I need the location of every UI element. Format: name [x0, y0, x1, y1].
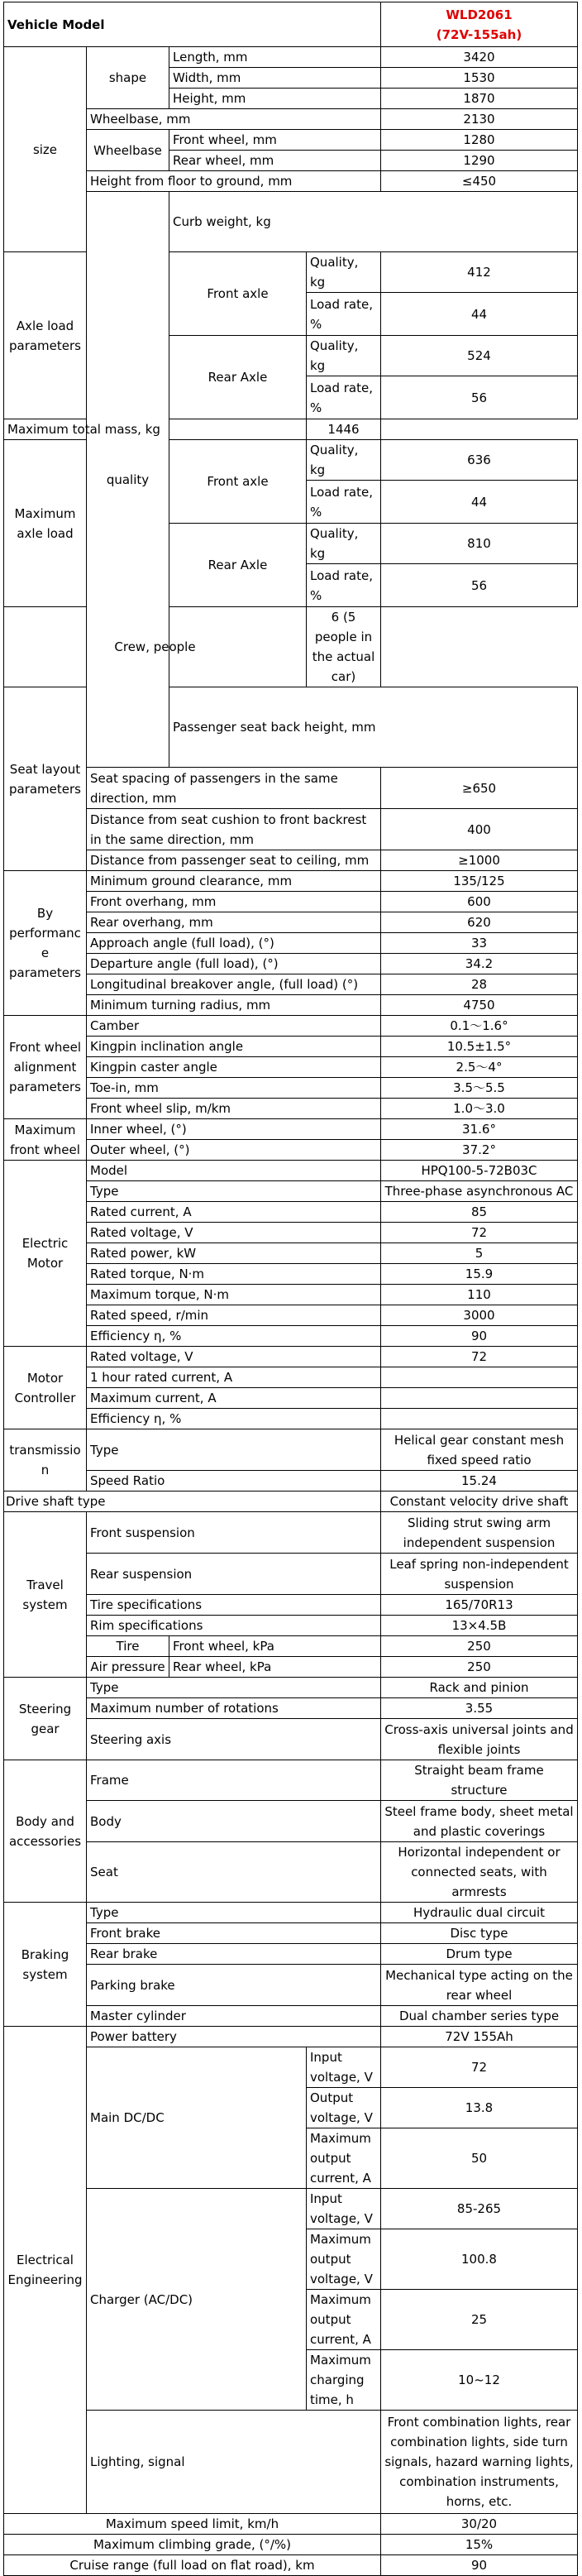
drive-shaft-value: Constant velocity drive shaft	[381, 1491, 578, 1512]
transmission-type-label: Type	[87, 1429, 381, 1471]
track-group: Wheelbase	[87, 130, 169, 171]
motor-max-torque-value: 110	[381, 1285, 578, 1305]
inner-wheel-label: Inner wheel, (°)	[87, 1119, 381, 1140]
camber-label: Camber	[87, 1016, 381, 1037]
wheelbase-value: 2130	[381, 109, 578, 130]
speed-ratio-label: Speed Ratio	[87, 1471, 381, 1491]
charger-label: Charger (AC/DC)	[87, 2189, 307, 2411]
charger-input-label: Input voltage, V	[307, 2189, 381, 2229]
cruise-range-value: 90	[381, 2555, 578, 2576]
braking-category: Braking system	[4, 1903, 87, 2027]
axle-rear-quality: 524	[381, 336, 578, 376]
dcdc-input-value: 72	[381, 2047, 578, 2088]
charger-time-value: 10~12	[381, 2350, 578, 2411]
charger-time-label: Maximum charging time, h	[307, 2350, 381, 2411]
kingpin-caster-value: 2.5～4°	[381, 1057, 578, 1078]
master-cylinder-label: Master cylinder	[87, 2006, 381, 2027]
seat-category: Seat layout parameters	[4, 687, 87, 871]
departure-label: Departure angle (full load), (°)	[87, 954, 381, 974]
max-axle-load-group: Maximum axle load	[4, 440, 87, 607]
max-rear-rate: 56	[381, 564, 578, 607]
frame-value: Straight beam frame structure	[381, 1760, 578, 1801]
load-rate-label: Load rate, %	[307, 376, 381, 419]
drive-shaft-label: Drive shaft type	[4, 1491, 381, 1512]
rotations-value: 3.55	[381, 1698, 578, 1719]
floor-height-value: ≤450	[381, 171, 578, 192]
height-label: Height, mm	[169, 89, 381, 109]
dcdc-input-label: Input voltage, V	[307, 2047, 381, 2088]
tire-spec-label: Tire specifications	[87, 1595, 381, 1616]
turning-value: 4750	[381, 995, 578, 1016]
motor-torque-label: Rated torque, N·m	[87, 1264, 381, 1285]
motor-type-value: Three-phase asynchronous AC	[381, 1181, 578, 1202]
ceiling-label: Distance from passenger seat to ceiling, mm	[87, 850, 381, 871]
motor-voltage-label: Rated voltage, V	[87, 1223, 381, 1243]
motor-efficiency-label: Efficiency η, %	[87, 1326, 381, 1347]
quality-kg-label: Quality, kg	[307, 336, 381, 376]
crew-value: 6 (5 people in the actual car)	[307, 607, 381, 687]
cruise-range-label: Cruise range (full load on flat road), km	[4, 2555, 381, 2576]
front-overhang-label: Front overhang, mm	[87, 892, 381, 912]
travel-category: Travel system	[4, 1512, 87, 1678]
motor-torque-value: 15.9	[381, 1264, 578, 1285]
motor-current-label: Rated current, A	[87, 1202, 381, 1223]
steering-type-value: Rack and pinion	[381, 1678, 578, 1698]
front-kpa-label: Front wheel, kPa	[169, 1636, 381, 1657]
motor-model-label: Model	[87, 1161, 381, 1181]
wheel-slip-value: 1.0～3.0	[381, 1099, 578, 1119]
rear-overhang-label: Rear overhang, mm	[87, 912, 381, 933]
frame-label: Frame	[87, 1760, 381, 1801]
motor-max-torque-label: Maximum torque, N·m	[87, 1285, 381, 1305]
max-rear-axle-label: Rear Axle	[169, 524, 307, 607]
rim-spec-value: 13×4.5B	[381, 1616, 578, 1636]
rear-wheel-value: 1290	[381, 151, 578, 171]
lighting-value: Front combination lights, rear combination lights, side turn signals, hazard warning lights, combination instruments, horns, etc.	[381, 2411, 578, 2514]
charger-current-value: 25	[381, 2290, 578, 2350]
dcdc-label: Main DC/DC	[87, 2047, 307, 2189]
rear-suspension-value: Leaf spring non-independent suspension	[381, 1554, 578, 1595]
controller-hour-current-label: 1 hour rated current, A	[87, 1367, 381, 1388]
model-name: WLD2061	[446, 7, 513, 22]
rear-wheel-label: Rear wheel, mm	[169, 151, 381, 171]
rotations-label: Maximum number of rotations	[87, 1698, 381, 1719]
dcdc-current-value: 50	[381, 2128, 578, 2189]
charger-output-label: Maximum output voltage, V	[307, 2229, 381, 2290]
outer-wheel-value: 37.2°	[381, 1140, 578, 1161]
seat-spacing-label: Seat spacing of passengers in the same direction, mm	[87, 768, 381, 809]
back-height-label: Passenger seat back height, mm	[169, 687, 578, 768]
charger-input-value: 85-265	[381, 2189, 578, 2229]
motor-current-value: 85	[381, 1202, 578, 1223]
outer-wheel-label: Outer wheel, (°)	[87, 1140, 381, 1161]
air-pressure-word: Air pressure	[87, 1657, 169, 1678]
floor-height-label: Height from floor to ground, mm	[87, 171, 381, 192]
performance-category: By performance parameters	[4, 871, 87, 1016]
load-rate-label: Load rate, %	[307, 564, 381, 607]
breakover-label: Longitudinal breakover angle, (full load) (°)	[87, 974, 381, 995]
controller-max-current-label: Maximum current, A	[87, 1388, 381, 1409]
dcdc-output-label: Output voltage, V	[307, 2088, 381, 2128]
front-overhang-value: 600	[381, 892, 578, 912]
speed-ratio-value: 15.24	[381, 1471, 578, 1491]
max-front-wheel-category: Maximum front wheel	[4, 1119, 87, 1161]
size-category: size	[4, 47, 87, 252]
front-brake-value: Disc type	[381, 1923, 578, 1944]
camber-value: 0.1～1.6°	[381, 1016, 578, 1037]
controller-voltage-label: Rated voltage, V	[87, 1347, 381, 1367]
controller-category: Motor Controller	[4, 1347, 87, 1429]
length-value: 3420	[381, 47, 578, 68]
cushion-label: Distance from seat cushion to front backrest in the same direction, mm	[87, 809, 381, 850]
quality-category: quality	[87, 192, 169, 768]
width-value: 1530	[381, 68, 578, 89]
turning-label: Minimum turning radius, mm	[87, 995, 381, 1016]
lighting-label: Lighting, signal	[87, 2411, 381, 2514]
motor-power-value: 5	[381, 1243, 578, 1264]
load-rate-label: Load rate, %	[307, 293, 381, 336]
front-suspension-label: Front suspension	[87, 1512, 381, 1554]
vehicle-model-label: Vehicle Model	[4, 2, 381, 47]
rear-brake-value: Drum type	[381, 1944, 578, 1965]
vehicle-model-value	[381, 2, 578, 47]
transmission-type-value: Helical gear constant mesh fixed speed ratio	[381, 1429, 578, 1471]
body-value: Steel frame body, sheet metal and plastic coverings	[381, 1801, 578, 1842]
axle-rear-label: Rear Axle	[169, 336, 307, 419]
max-grade-value: 15%	[381, 2535, 578, 2555]
steering-type-label: Type	[87, 1678, 381, 1698]
seat-spacing-value: ≥650	[381, 768, 578, 809]
max-front-rate: 44	[381, 481, 578, 524]
max-mass-value: 1446	[307, 419, 381, 440]
cushion-value: 400	[381, 809, 578, 850]
steering-category: Steering gear	[4, 1678, 87, 1760]
controller-efficiency-label: Efficiency η, %	[87, 1409, 381, 1429]
tire-word: Tire	[87, 1636, 169, 1657]
front-kpa-value: 250	[381, 1636, 578, 1657]
electrical-category: Electrical Engineering	[4, 2027, 87, 2514]
body-category: Body and accessories	[4, 1760, 87, 1903]
curb-weight-label: Curb weight, kg	[169, 192, 578, 252]
rear-brake-label: Rear brake	[87, 1944, 381, 1965]
seat-label: Seat	[87, 1842, 381, 1903]
seat-value: Horizontal independent or connected seats, with armrests	[381, 1842, 578, 1903]
kingpin-caster-label: Kingpin caster angle	[87, 1057, 381, 1078]
wheel-slip-label: Front wheel slip, m/km	[87, 1099, 381, 1119]
controller-voltage-value: 72	[381, 1347, 578, 1367]
steering-axis-label: Steering axis	[87, 1719, 381, 1760]
inner-wheel-value: 31.6°	[381, 1119, 578, 1140]
width-label: Width, mm	[169, 68, 381, 89]
dcdc-output-value: 13.8	[381, 2088, 578, 2128]
rear-suspension-label: Rear suspension	[87, 1554, 381, 1595]
wheelbase-label: Wheelbase, mm	[87, 109, 381, 130]
max-grade-label: Maximum climbing grade, (°/%)	[4, 2535, 381, 2555]
kingpin-incl-label: Kingpin inclination angle	[87, 1037, 381, 1057]
front-brake-label: Front brake	[87, 1923, 381, 1944]
battery-value: 72V 155Ah	[381, 2027, 578, 2047]
motor-speed-value: 3000	[381, 1305, 578, 1326]
kingpin-incl-value: 10.5±1.5°	[381, 1037, 578, 1057]
alignment-category: Front wheel alignment parameters	[4, 1016, 87, 1119]
tire-spec-value: 165/70R13	[381, 1595, 578, 1616]
toe-in-label: Toe-in, mm	[87, 1078, 381, 1099]
crew-label: Crew, people	[4, 607, 307, 687]
transmission-category: transmission	[4, 1429, 87, 1491]
max-speed-label: Maximum speed limit, km/h	[4, 2514, 381, 2535]
breakover-value: 28	[381, 974, 578, 995]
toe-in-value: 3.5～5.5	[381, 1078, 578, 1099]
model-variant: (72V-155ah)	[436, 26, 522, 42]
height-value: 1870	[381, 89, 578, 109]
rear-kpa-label: Rear wheel, kPa	[169, 1657, 381, 1678]
max-speed-value: 30/20	[381, 2514, 578, 2535]
axle-front-rate: 44	[381, 293, 578, 336]
length-label: Length, mm	[169, 47, 381, 68]
max-rear-quality: 810	[381, 524, 578, 564]
axle-front-quality: 412	[381, 252, 578, 293]
rear-overhang-value: 620	[381, 912, 578, 933]
motor-model-value: HPQ100-5-72B03C	[381, 1161, 578, 1181]
dcdc-current-label: Maximum output current, A	[307, 2128, 381, 2189]
shape-group: shape	[87, 47, 169, 109]
charger-output-value: 100.8	[381, 2229, 578, 2290]
front-wheel-label: Front wheel, mm	[169, 130, 381, 151]
steering-axis-value: Cross-axis universal joints and flexible joints	[381, 1719, 578, 1760]
brake-type-value: Hydraulic dual circuit	[381, 1903, 578, 1923]
axle-load-group: Axle load parameters	[4, 252, 87, 419]
battery-label: Power battery	[87, 2027, 381, 2047]
parking-brake-label: Parking brake	[87, 1965, 381, 2006]
front-suspension-value: Sliding strut swing arm independent suspension	[381, 1512, 578, 1554]
rim-spec-label: Rim specifications	[87, 1616, 381, 1636]
spec-table	[3, 2, 578, 2576]
approach-label: Approach angle (full load), (°)	[87, 933, 381, 954]
quality-kg-label: Quality, kg	[307, 252, 381, 293]
motor-speed-label: Rated speed, r/min	[87, 1305, 381, 1326]
max-front-axle-label: Front axle	[169, 440, 307, 524]
rear-kpa-value: 250	[381, 1657, 578, 1678]
max-mass-label: Maximum total mass, kg	[4, 419, 307, 440]
motor-voltage-value: 72	[381, 1223, 578, 1243]
controller-max-current-value	[381, 1388, 578, 1409]
clearance-label: Minimum ground clearance, mm	[87, 871, 381, 892]
departure-value: 34.2	[381, 954, 578, 974]
axle-rear-rate: 56	[381, 376, 578, 419]
motor-efficiency-value: 90	[381, 1326, 578, 1347]
motor-category: Electric Motor	[4, 1161, 87, 1347]
charger-current-label: Maximum output current, A	[307, 2290, 381, 2350]
axle-front-label: Front axle	[169, 252, 307, 336]
parking-brake-value: Mechanical type acting on the rear wheel	[381, 1965, 578, 2006]
quality-kg-label: Quality, kg	[307, 524, 381, 564]
max-front-quality: 636	[381, 440, 578, 481]
quality-kg-label: Quality, kg	[307, 440, 381, 481]
front-wheel-value: 1280	[381, 130, 578, 151]
master-cylinder-value: Dual chamber series type	[381, 2006, 578, 2027]
ceiling-value: ≥1000	[381, 850, 578, 871]
brake-type-label: Type	[87, 1903, 381, 1923]
motor-type-label: Type	[87, 1181, 381, 1202]
load-rate-label: Load rate, %	[307, 481, 381, 524]
motor-power-label: Rated power, kW	[87, 1243, 381, 1264]
clearance-value: 135/125	[381, 871, 578, 892]
controller-hour-current-value	[381, 1367, 578, 1388]
body-label: Body	[87, 1801, 381, 1842]
controller-efficiency-value	[381, 1409, 578, 1429]
approach-value: 33	[381, 933, 578, 954]
